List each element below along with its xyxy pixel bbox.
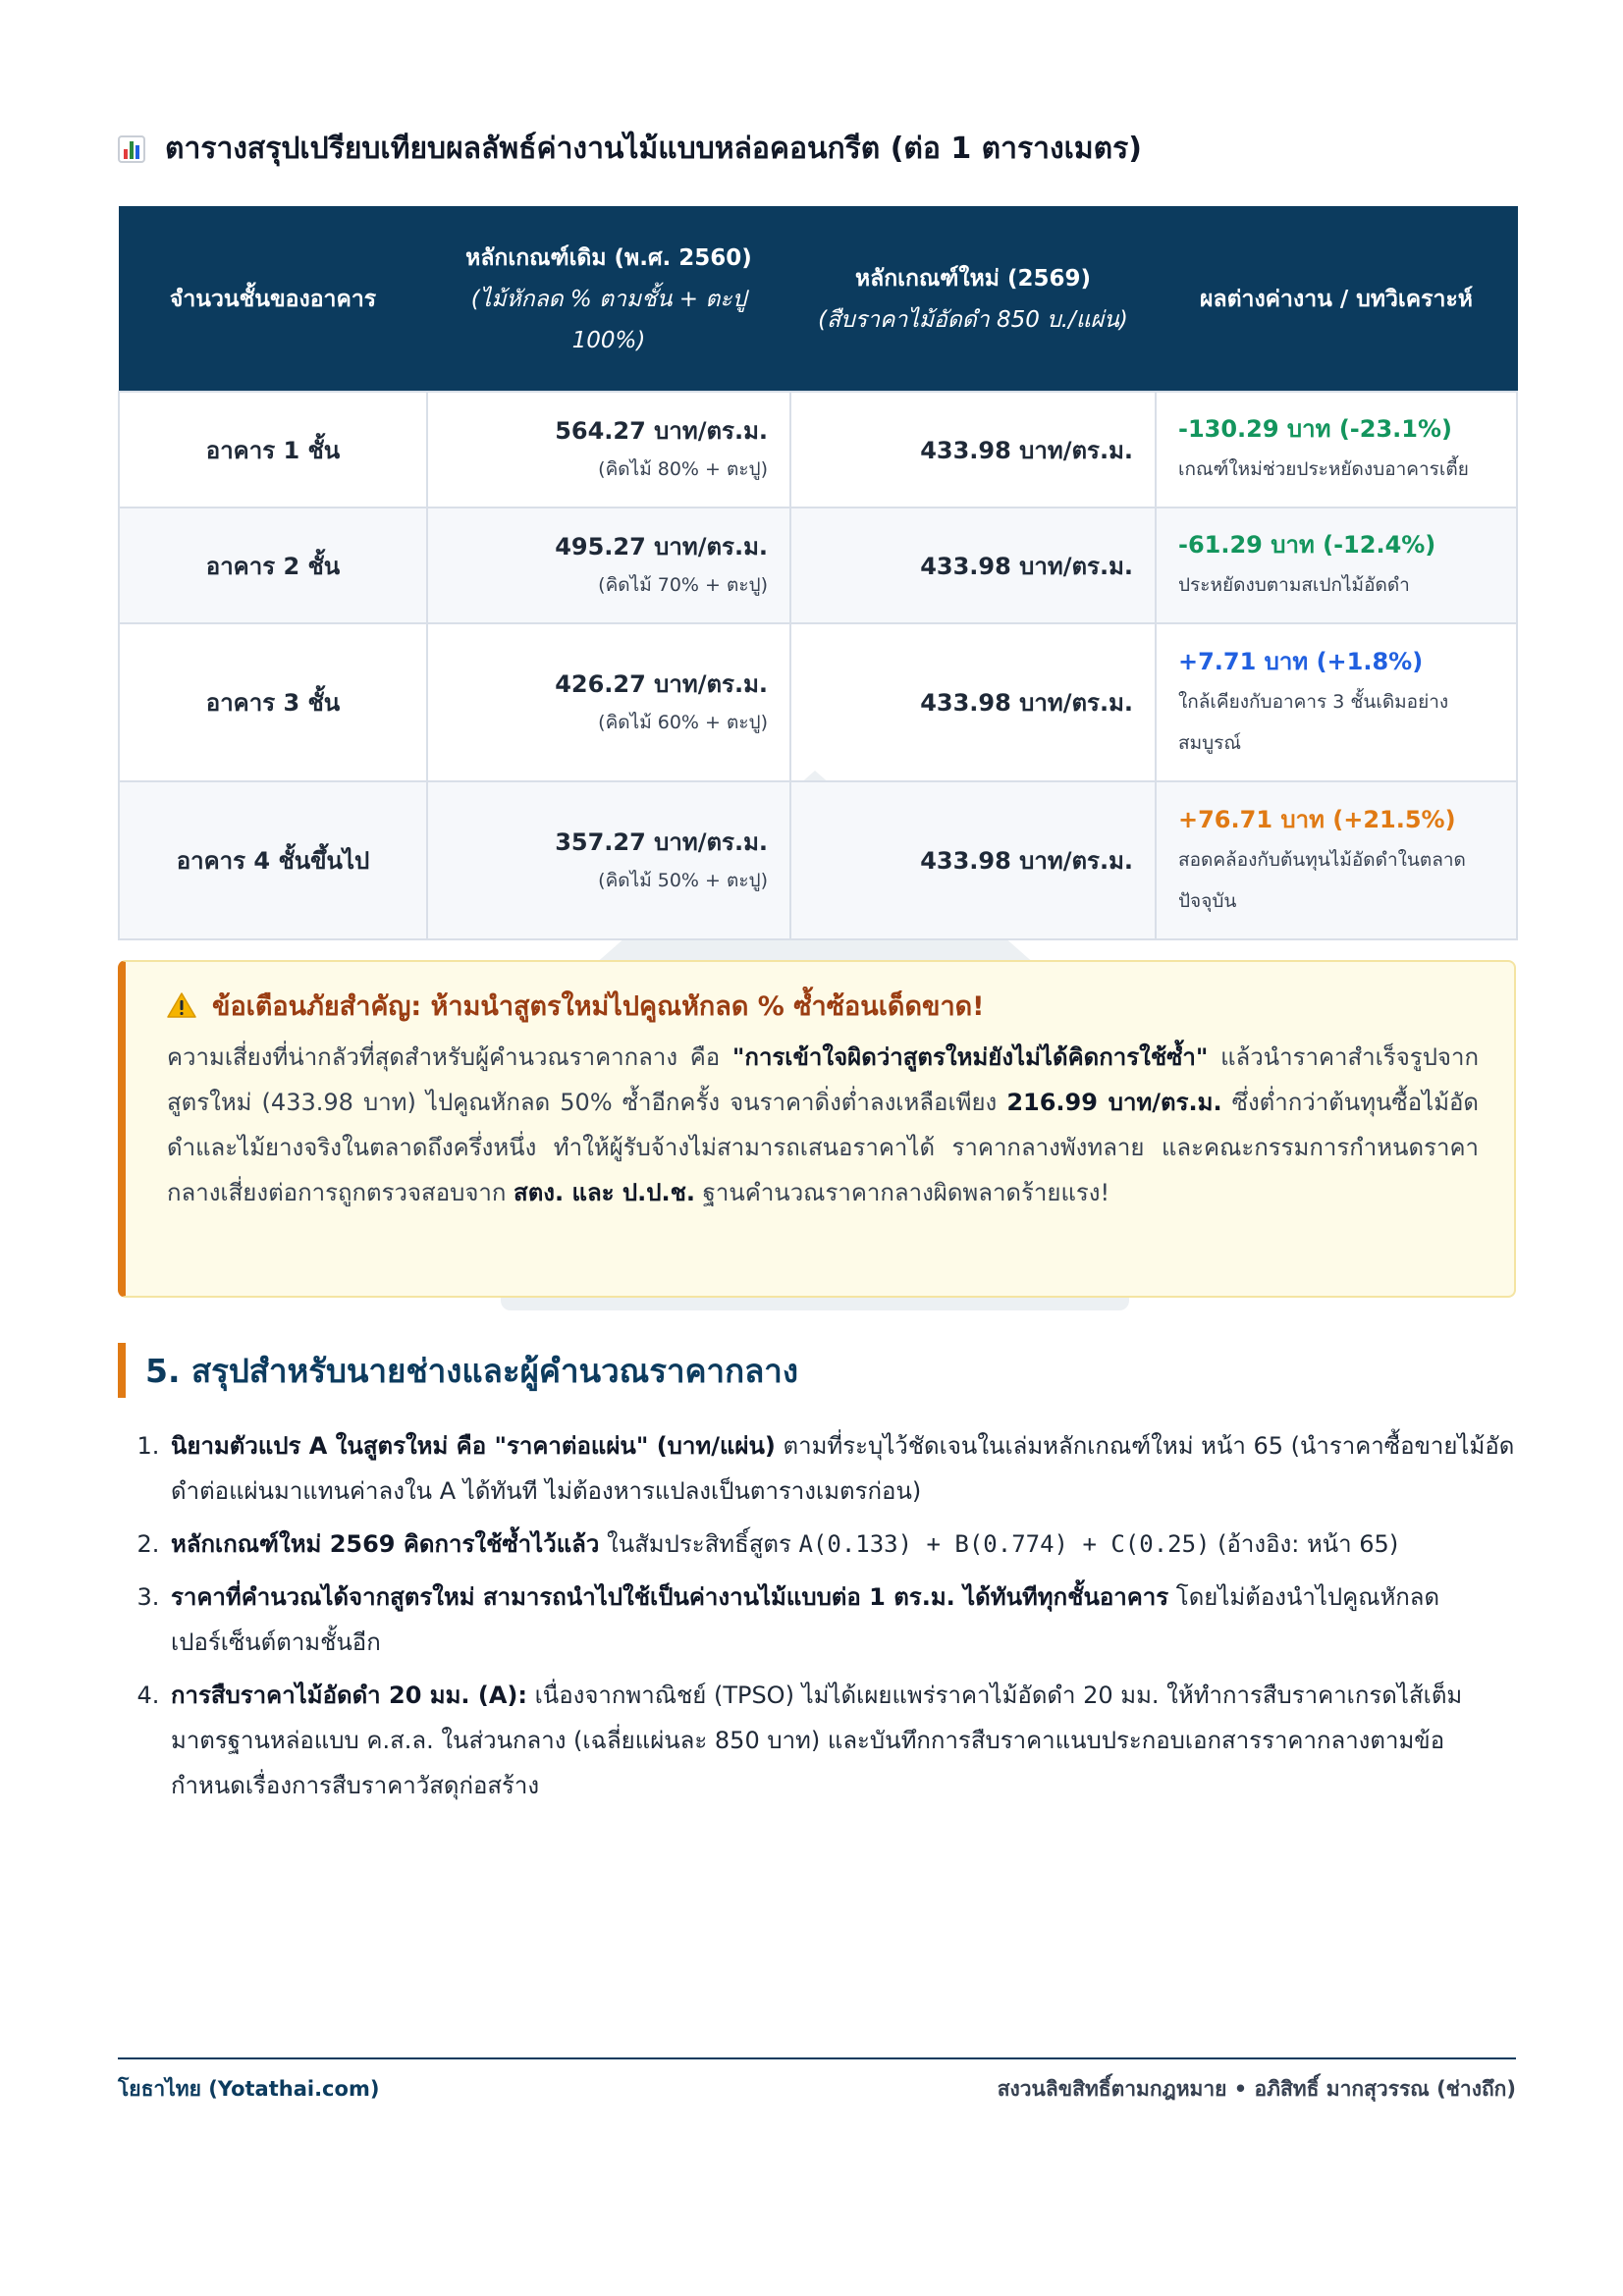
diff-cell xyxy=(1156,392,1517,507)
header-old-criteria: หลักเกณฑ์เดิม (พ.ศ. 2560) (ไม้หักลด % ตามชั้น + ตะปู 100%) xyxy=(427,207,790,393)
formula-code: A(0.133) + B(0.774) + C(0.25) xyxy=(798,1530,1211,1558)
floors-cell: อาคาร 4 ชั้นขึ้นไป xyxy=(119,781,427,939)
warning-emphasis: สตง. และ ป.ป.ช. xyxy=(514,1179,696,1206)
list-item: 1. นิยามตัวแปร A ในสูตรใหม่ คือ "ราคาต่อแผ่น" (บาท/แผ่น) ตามที่ระบุไว้ชัดเจนในเล่มหลักเกณฑ์ใหม่ หน้า 65 (นำราคาซื้อขายไม้อัดดำต่อแผ่นมาแทนค่าลงใน A ได้ทันที ไม่ต้องหารแปลงเป็นตารางเมตรก่อน) xyxy=(167,1423,1516,1514)
warning-icon xyxy=(167,991,196,1019)
footer-copyright: สงวนลิขสิทธิ์ตามกฎหมาย • อภิสิทธิ์ มากสุวรรณ (ช่างถึก) xyxy=(997,2077,1516,2101)
warning-title xyxy=(167,984,1479,1027)
old-note: (คิดไม้ 50% + ตะปู) xyxy=(598,869,768,891)
diff-note: ใกล้เคียงกับอาคาร 3 ชั้นเดิมอย่างสมบูรณ์ xyxy=(1178,690,1449,754)
warning-title-text: ข้อเตือนภัยสำคัญ: ห้ามนำสูตรใหม่ไปคูณหักลด % ซ้ำซ้อนเด็ดขาด! xyxy=(212,990,985,1022)
header-new-criteria: หลักเกณฑ์ใหม่ (2569) (สืบราคาไม้อัดดำ 850 บ./แผ่น) xyxy=(790,207,1156,393)
table-row xyxy=(119,507,1517,623)
warning-box xyxy=(118,960,1516,1298)
old-price: 426.27 บาท/ตร.ม. xyxy=(555,669,768,698)
old-price-cell xyxy=(427,623,790,781)
diff-value: +76.71 บาท (+21.5%) xyxy=(1178,805,1456,833)
header-old-sub: (ไม้หักลด % ตามชั้น + ตะปู 100%) xyxy=(470,286,747,353)
diff-note: ประหยัดงบตามสเปกไม้อัดดำ xyxy=(1178,574,1410,596)
floors-cell: อาคาร 1 ชั้น xyxy=(119,392,427,507)
table-header-row xyxy=(119,207,1517,393)
floors-cell: อาคาร 2 ชั้น xyxy=(119,507,427,623)
table-row xyxy=(119,623,1517,781)
footer-site-name: โยธาไทย (Yotathai.com) xyxy=(118,2077,380,2101)
list-item: 3. ราคาที่คำนวณได้จากสูตรใหม่ สามารถนำไปใช้เป็นค่างานไม้แบบต่อ 1 ตร.ม. ได้ทันทีทุกชั้นอาคาร โดยไม่ต้องนำไปคูณหักลดเปอร์เซ็นต์ตามชั้นอีก xyxy=(167,1575,1516,1665)
comparison-table xyxy=(118,206,1518,940)
diff-note: เกณฑ์ใหม่ช่วยประหยัดงบอาคารเตี้ย xyxy=(1178,458,1469,480)
diff-value: -61.29 บาท (-12.4%) xyxy=(1178,531,1436,559)
old-note: (คิดไม้ 60% + ตะปู) xyxy=(598,711,768,733)
section-title-text: ตารางสรุปเปรียบเทียบผลลัพธ์ค่างานไม้แบบหล่อคอนกรีต (ต่อ 1 ตารางเมตร) xyxy=(165,132,1142,166)
old-price: 495.27 บาท/ตร.ม. xyxy=(555,533,768,561)
diff-note: สอดคล้องกับต้นทุนไม้อัดดำในตลาดปัจจุบัน xyxy=(1178,848,1466,912)
diff-cell xyxy=(1156,781,1517,939)
new-price-cell: 433.98 บาท/ตร.ม. xyxy=(790,507,1156,623)
new-price-cell: 433.98 บาท/ตร.ม. xyxy=(790,781,1156,939)
new-price-cell: 433.98 บาท/ตร.ม. xyxy=(790,392,1156,507)
old-price: 564.27 บาท/ตร.ม. xyxy=(555,417,768,445)
list-item: 2. หลักเกณฑ์ใหม่ 2569 คิดการใช้ซ้ำไว้แล้ว ในสัมประสิทธิ์สูตร A(0.133) + B(0.774) + C(0.25) (อ้างอิง: หน้า 65) xyxy=(167,1522,1516,1567)
diff-value: +7.71 บาท (+1.8%) xyxy=(1178,647,1424,675)
warning-emphasis: 216.99 บาท/ตร.ม. xyxy=(1006,1089,1222,1116)
floors-cell: อาคาร 3 ชั้น xyxy=(119,623,427,781)
header-new-sub: (สืบราคาไม้อัดดำ 850 บ./แผ่น) xyxy=(818,306,1128,333)
bar-chart-icon xyxy=(118,135,145,163)
warning-emphasis: "การเข้าใจผิดว่าสูตรใหม่ยังไม่ได้คิดการใช้ซ้ำ" xyxy=(731,1043,1209,1071)
summary-heading: 5. สรุปสำหรับนายช่างและผู้คำนวณราคากลาง xyxy=(118,1343,798,1398)
old-note: (คิดไม้ 70% + ตะปู) xyxy=(598,574,768,596)
old-price-cell xyxy=(427,781,790,939)
header-diff: ผลต่างค่างาน / บทวิเคราะห์ xyxy=(1156,207,1517,393)
list-item: 4. การสืบราคาไม้อัดดำ 20 มม. (A): เนื่องจากพาณิชย์ (TPSO) ไม่ได้เผยแพร่ราคาไม้อัดดำ 20 มม. ให้ทำการสืบราคาเกรดไส้เต็มมาตรฐานหล่อแบบ ค.ส.ล. ในส่วนกลาง (เฉลี่ยแผ่นละ 850 บาท) และบันทึกการสืบราคาแนบประกอบเอกสารราคากลางตามข้อกำหนดเรื่องการสืบราคาวัสดุก่อสร้าง xyxy=(167,1673,1516,1808)
warning-body: ความเสี่ยงที่น่ากลัวที่สุดสำหรับผู้คำนวณราคากลาง คือ "การเข้าใจผิดว่าสูตรใหม่ยังไม่ได้คิดการใช้ซ้ำ" แล้วนำราคาสำเร็จรูปจากสูตรใหม่ (433.98 บาท) ไปคูณหักลด 50% ซ้ำอีกครั้ง จนราคาดิ่งต่ำลงเหลือเพียง 216.99 บาท/ตร.ม. ซึ่งต่ำกว่าต้นทุนซื้อไม้อัดดำและไม้ยางจริงในตลาดถึงครึ่งหนึ่ง ทำให้ผู้รับจ้างไม่สามารถเสนอราคาได้ ราคากลางพังทลาย และคณะกรรมการกำหนดราคากลางเสี่ยงต่อการถูกตรวจสอบจาก สตง. และ ป.ป.ช. ฐานคำนวณราคากลางผิดพลาดร้ายแรง! xyxy=(167,1043,1480,1206)
new-price-cell: 433.98 บาท/ตร.ม. xyxy=(790,623,1156,781)
old-price: 357.27 บาท/ตร.ม. xyxy=(555,828,768,856)
old-note: (คิดไม้ 80% + ตะปู) xyxy=(598,458,768,480)
footer-divider xyxy=(118,2057,1516,2059)
summary-list xyxy=(118,1423,1516,1816)
old-price-cell xyxy=(427,392,790,507)
header-floors: จำนวนชั้นของอาคาร xyxy=(119,207,427,393)
diff-value: -130.29 บาท (-23.1%) xyxy=(1178,415,1452,443)
table-row xyxy=(119,392,1517,507)
table-row xyxy=(119,781,1517,939)
section-title xyxy=(118,126,1142,172)
old-price-cell xyxy=(427,507,790,623)
diff-cell xyxy=(1156,623,1517,781)
diff-cell xyxy=(1156,507,1517,623)
